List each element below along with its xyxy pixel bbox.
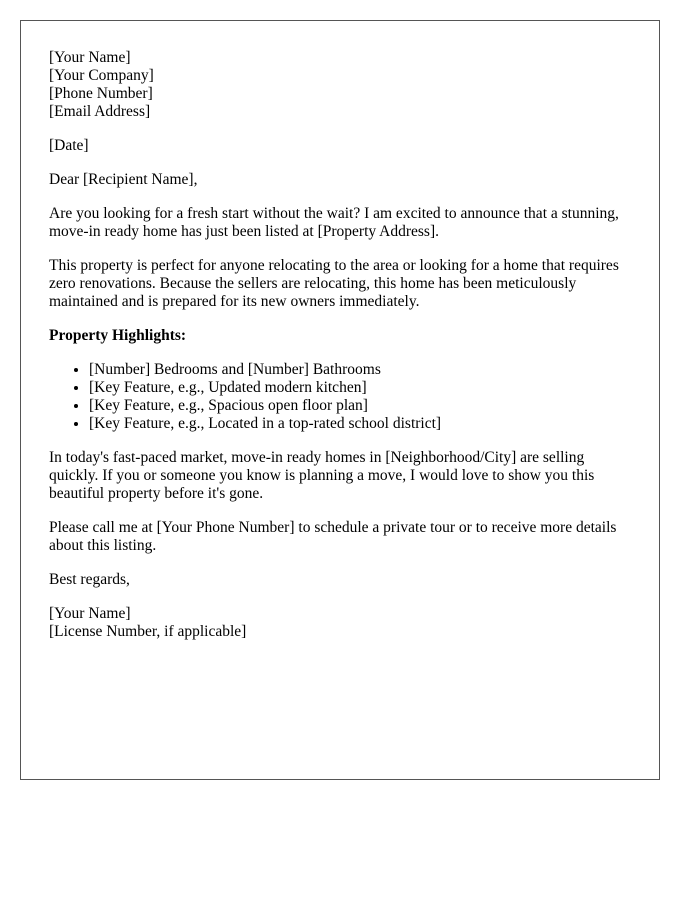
sender-name: [Your Name] [49,49,131,66]
market-paragraph: In today's fast-paced market, move-in ready homes in [Neighborhood/City] are selling quickly. If you or someone you know is planning a move, I would love to show you this beautiful property before it's gone. [49,449,595,502]
salutation: Dear [Recipient Name], [49,171,198,188]
highlights-list [49,361,631,433]
list-item: • [Key Feature, e.g., Updated modern kitchen] [89,379,631,397]
list-item: • [Key Feature, e.g., Located in a top-rated school district] [89,415,631,433]
list-item: • [Number] Bedrooms and [Number] Bathrooms [89,361,631,379]
details-paragraph: This property is perfect for anyone relocating to the area or looking for a home that requires zero renovations. Because the sellers are relocating, this home has been meticulously maintained and is prepared for its new owners immediately. [49,257,619,310]
letter-page [20,20,660,780]
signature-block [49,605,631,641]
call-to-action-paragraph: Please call me at [Your Phone Number] to schedule a private tour or to receive more details about this listing. [49,519,617,554]
sender-email: [Email Address] [49,103,151,120]
sender-company: [Your Company] [49,67,154,84]
signature-name: [Your Name] [49,605,131,622]
license-number: [License Number, if applicable] [49,623,247,640]
sender-block [49,49,631,121]
letter-date: [Date] [49,137,89,154]
sender-phone: [Phone Number] [49,85,153,102]
list-item: • [Key Feature, e.g., Spacious open floor plan] [89,397,631,415]
sign-off: Best regards, [49,571,130,588]
intro-paragraph: Are you looking for a fresh start without the wait? I am excited to announce that a stunning, move-in ready home has just been listed at [Property Address]. [49,205,619,240]
highlights-heading: Property Highlights: [49,327,187,344]
